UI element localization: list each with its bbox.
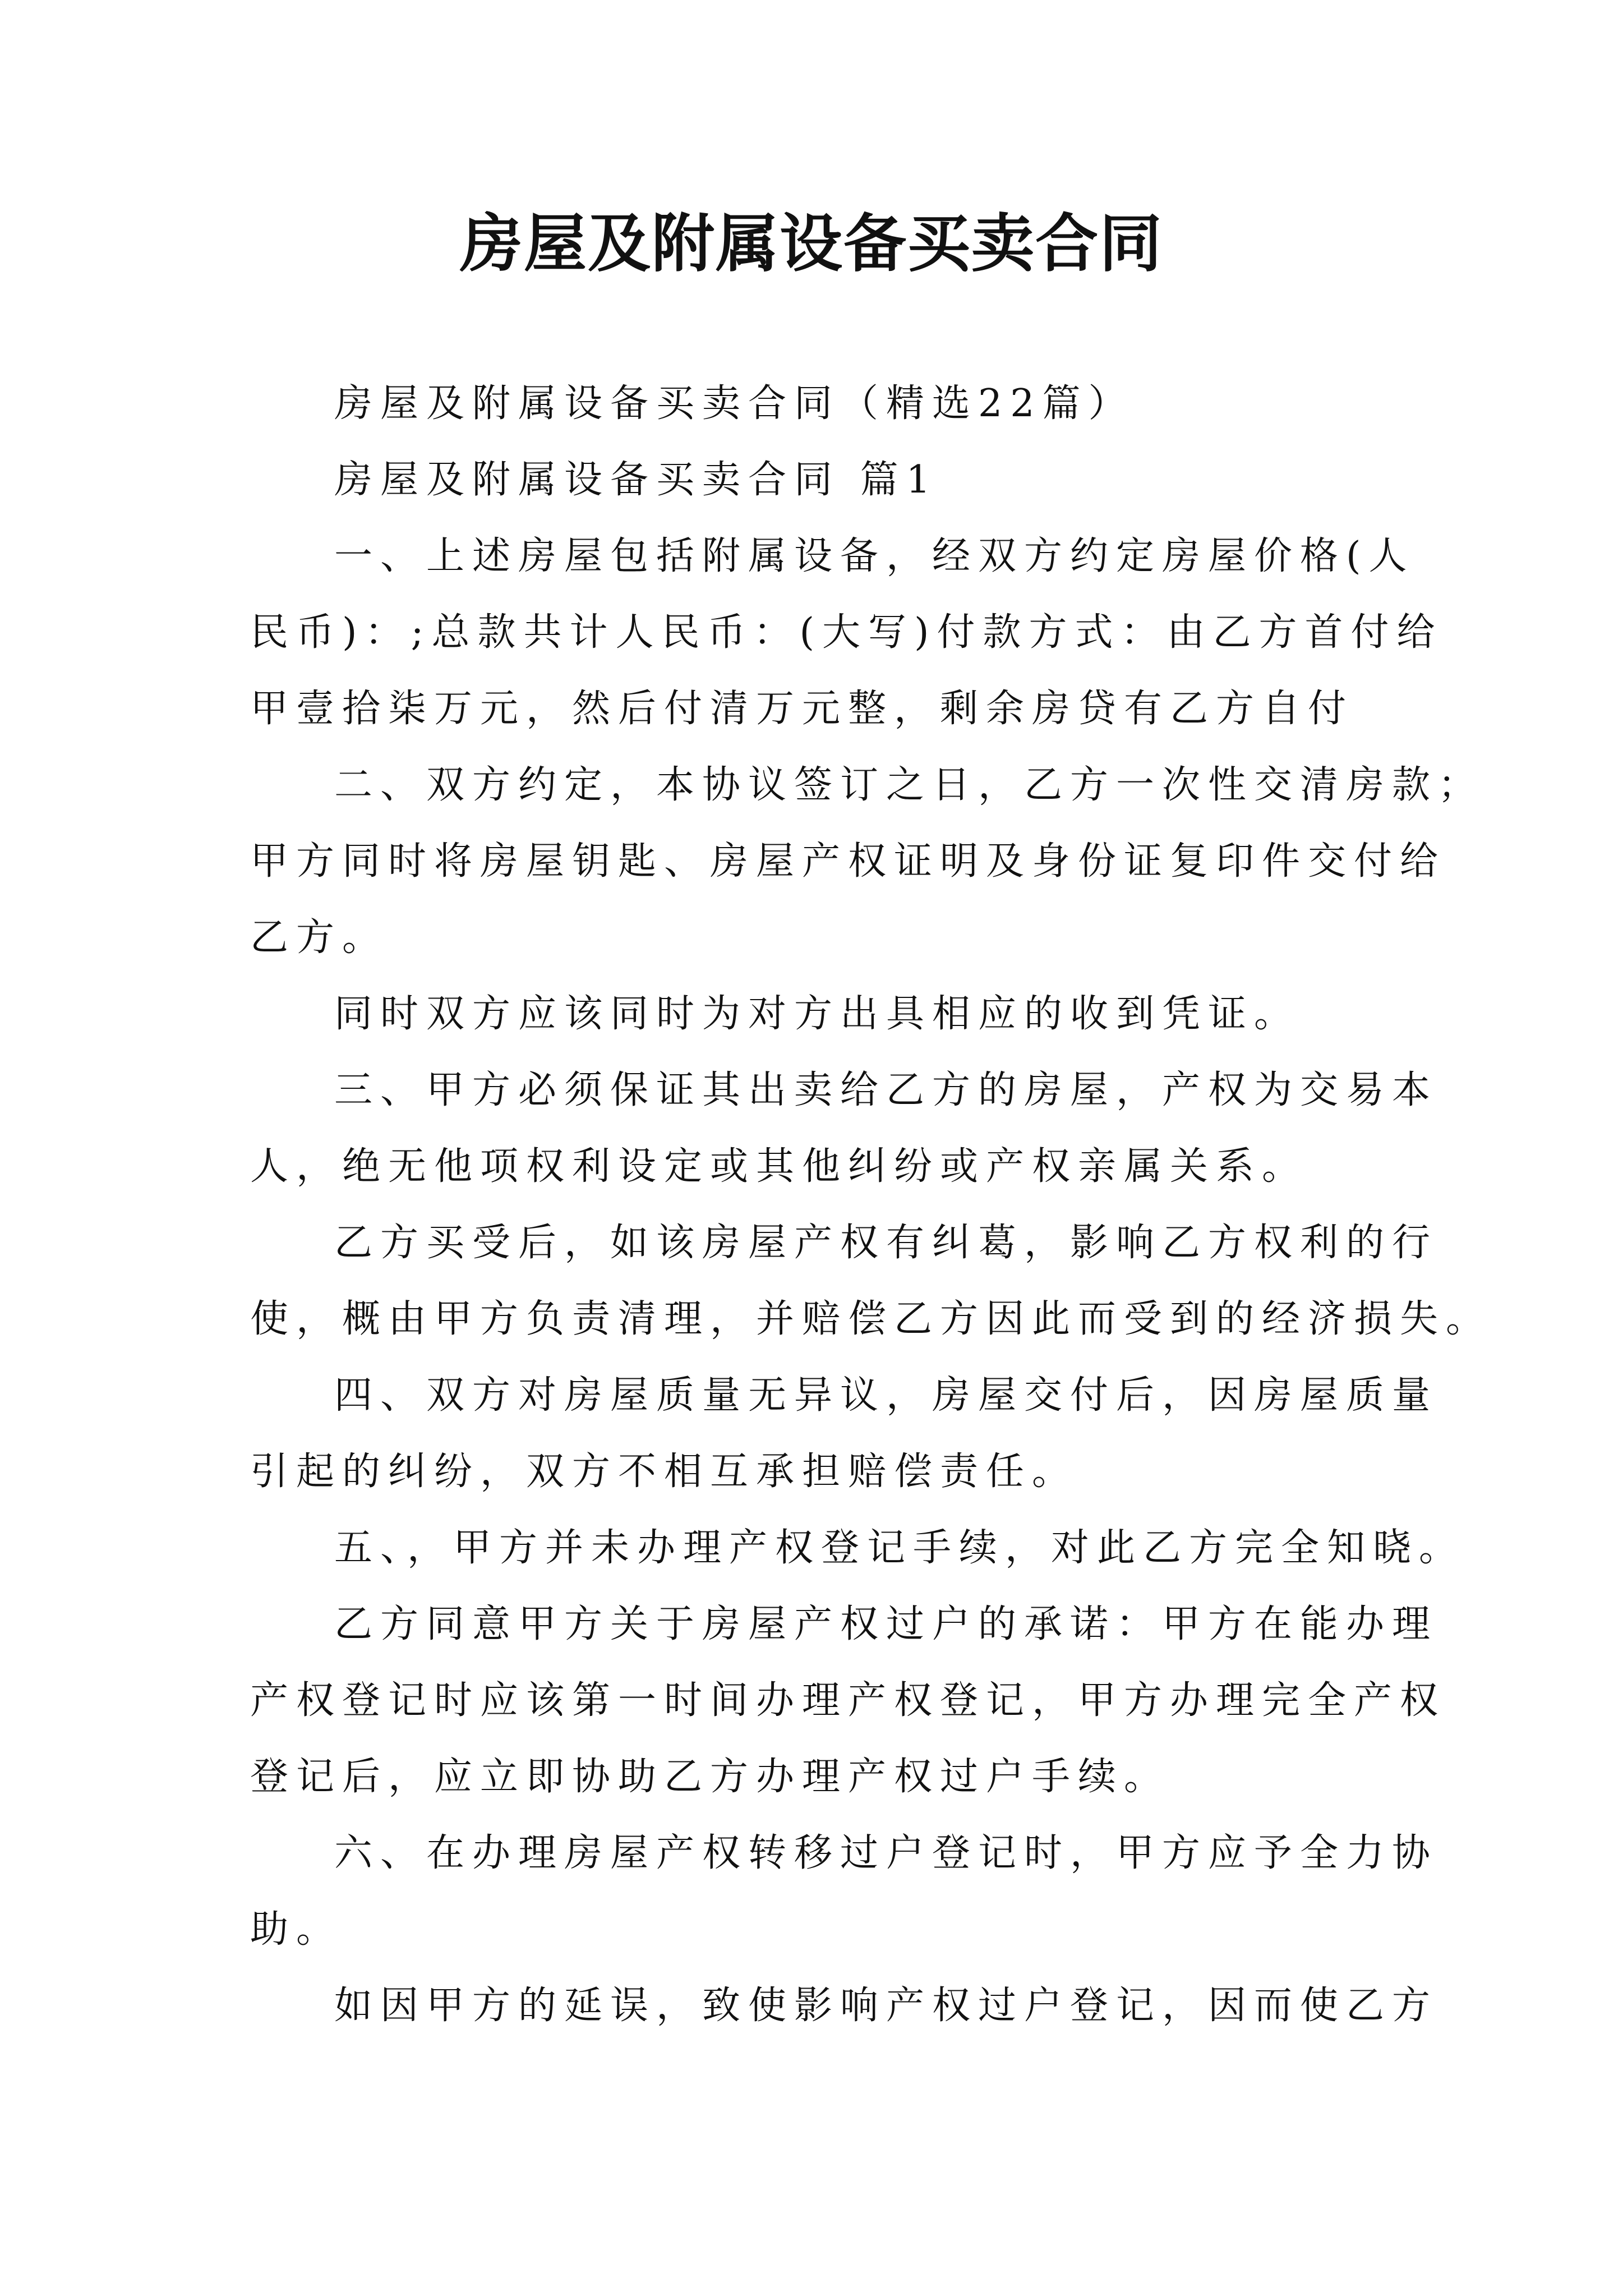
body-line: 助。 [250, 1907, 343, 1952]
body-line: 引起的纠纷，双方不相互承担赔偿责任。 [250, 1450, 1078, 1494]
body-line: 使，概由甲方负责清理，并赔偿乙方因此而受到的经济损失。 [250, 1297, 1492, 1341]
body-line: 乙方买受后，如该房屋产权有纠葛，影响乙方权利的行 [334, 1221, 1438, 1265]
body-line: 二、双方约定，本协议签订之日，乙方一次性交清房款； [334, 763, 1484, 807]
body-line: 甲方同时将房屋钥匙、房屋产权证明及身份证复印件交付给 [250, 839, 1446, 884]
body-line: 房屋及附属设备买卖合同（精选22篇） [334, 381, 1135, 426]
body-line: 如因甲方的延误，致使影响产权过户登记，因而使乙方 [334, 1984, 1438, 2028]
body-line: 甲壹拾柒万元，然后付清万元整，剩余房贷有乙方自付 [250, 687, 1354, 731]
body-line: 六、在办理房屋产权转移过户登记时，甲方应予全力协 [334, 1831, 1438, 1875]
body-line: 乙方。 [250, 915, 389, 960]
body-line: 四、双方对房屋质量无异议，房屋交付后，因房屋质量 [334, 1373, 1438, 1418]
body-line: 乙方同意甲方关于房屋产权过户的承诺：甲方在能办理 [334, 1602, 1438, 1646]
document-title: 房屋及附属设备买卖合同 [460, 207, 1163, 280]
body-line: 三、甲方必须保证其出卖给乙方的房屋，产权为交易本 [334, 1068, 1438, 1112]
body-line: 产权登记时应该第一时间办理产权登记，甲方办理完全产权 [250, 1678, 1446, 1723]
body-line: 民币)：;总款共计人民币：(大写)付款方式：由乙方首付给 [250, 610, 1443, 655]
body-line: 五、，甲方并未办理产权登记手续，对此乙方完全知晓。 [334, 1526, 1465, 1570]
document-body [250, 366, 1492, 2044]
body-line: 人，绝无他项权利设定或其他纠纷或产权亲属关系。 [250, 1144, 1308, 1189]
body-line: 登记后，应立即协助乙方办理产权过户手续。 [250, 1755, 1170, 1799]
body-line: 同时双方应该同时为对方出具相应的收到凭证。 [334, 992, 1301, 1036]
body-line: 一、上述房屋包括附属设备，经双方约定房屋价格(人 [334, 534, 1415, 578]
body-line: 房屋及附属设备买卖合同 篇1 [334, 458, 938, 502]
